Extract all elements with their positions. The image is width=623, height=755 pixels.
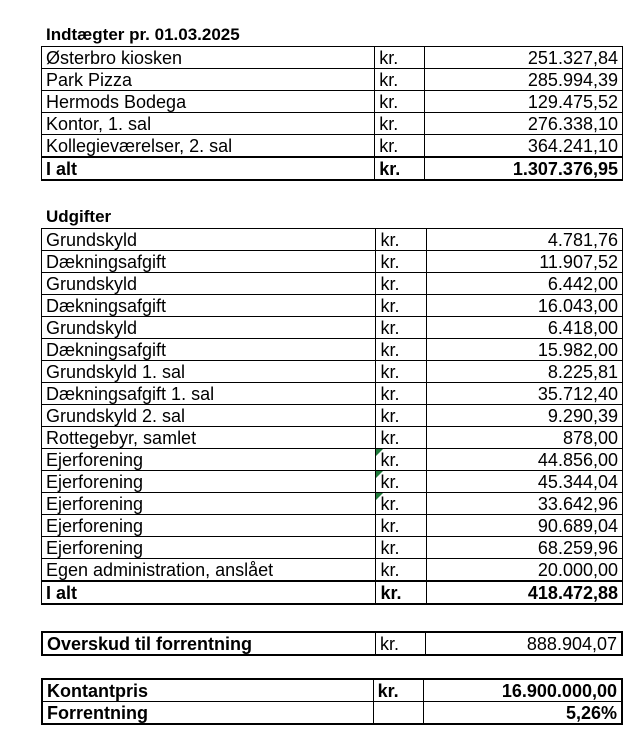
expense-name-cell[interactable]: Grundskyld xyxy=(42,273,376,295)
expense-name-cell[interactable]: Ejerforening xyxy=(42,471,376,493)
expense-name-cell[interactable]: Grundskyld 1. sal xyxy=(42,361,376,383)
income-name-cell[interactable]: Østerbro kiosken xyxy=(42,47,375,69)
expense-amount-cell[interactable]: 8.225,81 xyxy=(426,361,623,383)
income-row[interactable] xyxy=(42,91,623,113)
expense-total-label[interactable]: I alt xyxy=(42,581,376,604)
expense-row[interactable] xyxy=(42,361,623,383)
income-name-cell[interactable]: Kontor, 1. sal xyxy=(42,113,375,135)
expense-unit-cell[interactable]: kr. xyxy=(376,449,426,471)
expense-row[interactable] xyxy=(42,339,623,361)
expense-amount-cell[interactable]: 6.418,00 xyxy=(426,317,623,339)
expense-name-cell[interactable]: Egen administration, anslået xyxy=(42,559,376,582)
income-total-amount[interactable]: 1.307.376,95 xyxy=(425,157,623,180)
expense-amount-cell[interactable]: 44.856,00 xyxy=(426,449,623,471)
income-unit-cell[interactable]: kr. xyxy=(375,69,425,91)
income-row[interactable] xyxy=(42,113,623,135)
expense-unit-cell[interactable]: kr. xyxy=(376,383,426,405)
expense-name-cell[interactable]: Grundskyld xyxy=(42,317,376,339)
expense-amount-cell[interactable]: 90.689,04 xyxy=(426,515,623,537)
expense-row[interactable] xyxy=(42,515,623,537)
income-name-cell[interactable]: Park Pizza xyxy=(42,69,375,91)
expense-name-cell[interactable]: Ejerforening xyxy=(42,537,376,559)
income-name-cell[interactable]: Hermods Bodega xyxy=(42,91,375,113)
income-row[interactable] xyxy=(42,135,623,158)
yield-amount[interactable]: 5,26% xyxy=(423,702,622,725)
expense-name-cell[interactable]: Ejerforening xyxy=(42,493,376,515)
income-amount-cell[interactable]: 129.475,52 xyxy=(425,91,623,113)
expense-row[interactable] xyxy=(42,383,623,405)
expense-row[interactable] xyxy=(42,559,623,582)
expense-name-cell[interactable]: Grundskyld 2. sal xyxy=(42,405,376,427)
income-amount-cell[interactable]: 364.241,10 xyxy=(425,135,623,158)
cash-price-row[interactable] xyxy=(42,679,622,702)
income-amount-cell[interactable]: 276.338,10 xyxy=(425,113,623,135)
income-total-label[interactable]: I alt xyxy=(42,157,375,180)
income-rows xyxy=(42,47,623,181)
surplus-table xyxy=(41,631,623,656)
income-total-row[interactable] xyxy=(42,157,623,180)
income-table xyxy=(41,46,623,181)
expense-unit-cell[interactable]: kr. xyxy=(376,537,426,559)
expense-unit-cell[interactable]: kr. xyxy=(376,339,426,361)
expense-unit-cell[interactable]: kr. xyxy=(376,471,426,493)
expense-amount-cell[interactable]: 68.259,96 xyxy=(426,537,623,559)
expense-name-cell[interactable]: Grundskyld xyxy=(42,229,376,251)
expense-row[interactable] xyxy=(42,251,623,273)
expense-amount-cell[interactable]: 33.642,96 xyxy=(426,493,623,515)
expense-row[interactable] xyxy=(42,317,623,339)
expense-amount-cell[interactable]: 16.043,00 xyxy=(426,295,623,317)
income-title: Indtægter pr. 01.03.2025 xyxy=(46,25,240,44)
income-amount-cell[interactable]: 251.327,84 xyxy=(425,47,623,69)
expense-amount-cell[interactable]: 35.712,40 xyxy=(426,383,623,405)
expense-amount-cell[interactable]: 20.000,00 xyxy=(426,559,623,582)
expense-row[interactable] xyxy=(42,229,623,251)
income-total-unit[interactable]: kr. xyxy=(375,157,425,180)
cash-price-amount[interactable]: 16.900.000,00 xyxy=(423,679,622,702)
expense-unit-cell[interactable]: kr. xyxy=(376,317,426,339)
expense-amount-cell[interactable]: 15.982,00 xyxy=(426,339,623,361)
expense-row[interactable] xyxy=(42,427,623,449)
income-row[interactable] xyxy=(42,47,623,69)
expense-unit-cell[interactable]: kr. xyxy=(376,229,426,251)
expense-row[interactable] xyxy=(42,449,623,471)
expense-amount-cell[interactable]: 45.344,04 xyxy=(426,471,623,493)
cash-price-unit[interactable]: kr. xyxy=(373,679,423,702)
expense-amount-cell[interactable]: 6.442,00 xyxy=(426,273,623,295)
expense-unit-cell[interactable]: kr. xyxy=(376,405,426,427)
expense-row[interactable] xyxy=(42,493,623,515)
expense-amount-cell[interactable]: 9.290,39 xyxy=(426,405,623,427)
surplus-unit[interactable]: kr. xyxy=(375,632,425,655)
expense-unit-cell[interactable]: kr. xyxy=(376,559,426,582)
income-unit-cell[interactable]: kr. xyxy=(375,47,425,69)
yield-unit[interactable] xyxy=(373,702,423,725)
expense-unit-cell[interactable]: kr. xyxy=(376,273,426,295)
expense-unit-cell[interactable]: kr. xyxy=(376,361,426,383)
expense-unit-cell[interactable]: kr. xyxy=(376,295,426,317)
expense-unit-cell[interactable]: kr. xyxy=(376,493,426,515)
yield-label[interactable]: Forrentning xyxy=(42,702,373,725)
income-row[interactable] xyxy=(42,69,623,91)
expense-total-amount[interactable]: 418.472,88 xyxy=(426,581,623,604)
surplus-label[interactable]: Overskud til forrentning xyxy=(42,632,375,655)
cash-price-label[interactable]: Kontantpris xyxy=(42,679,373,702)
expense-unit-cell[interactable]: kr. xyxy=(376,515,426,537)
surplus-row[interactable] xyxy=(42,632,622,655)
expense-name-cell[interactable]: Dækningsafgift xyxy=(42,295,376,317)
expenses-table xyxy=(41,228,623,605)
expense-total-row[interactable] xyxy=(42,581,623,604)
expense-unit-cell[interactable]: kr. xyxy=(376,251,426,273)
expense-name-cell[interactable]: Dækningsafgift 1. sal xyxy=(42,383,376,405)
expense-total-unit[interactable]: kr. xyxy=(376,581,426,604)
expense-amount-cell[interactable]: 4.781,76 xyxy=(426,229,623,251)
expense-name-cell[interactable]: Rottegebyr, samlet xyxy=(42,427,376,449)
income-amount-cell[interactable]: 285.994,39 xyxy=(425,69,623,91)
expense-row[interactable] xyxy=(42,273,623,295)
expense-amount-cell[interactable]: 11.907,52 xyxy=(426,251,623,273)
income-unit-cell[interactable]: kr. xyxy=(375,113,425,135)
income-name-cell[interactable]: Kollegieværelser, 2. sal xyxy=(42,135,375,158)
expense-unit-cell[interactable]: kr. xyxy=(376,427,426,449)
expense-row[interactable] xyxy=(42,537,623,559)
expense-name-cell[interactable]: Dækningsafgift xyxy=(42,339,376,361)
expense-rows xyxy=(42,229,623,605)
expenses-title: Udgifter xyxy=(46,207,112,226)
expense-amount-cell[interactable]: 878,00 xyxy=(426,427,623,449)
yield-row[interactable] xyxy=(42,702,622,725)
expense-name-cell[interactable]: Ejerforening xyxy=(42,449,376,471)
expense-row[interactable] xyxy=(42,405,623,427)
expense-row[interactable] xyxy=(42,471,623,493)
income-unit-cell[interactable]: kr. xyxy=(375,135,425,158)
expense-row[interactable] xyxy=(42,295,623,317)
expense-name-cell[interactable]: Dækningsafgift xyxy=(42,251,376,273)
surplus-amount[interactable]: 888.904,07 xyxy=(425,632,622,655)
price-table xyxy=(41,678,623,725)
expense-name-cell[interactable]: Ejerforening xyxy=(42,515,376,537)
income-unit-cell[interactable]: kr. xyxy=(375,91,425,113)
